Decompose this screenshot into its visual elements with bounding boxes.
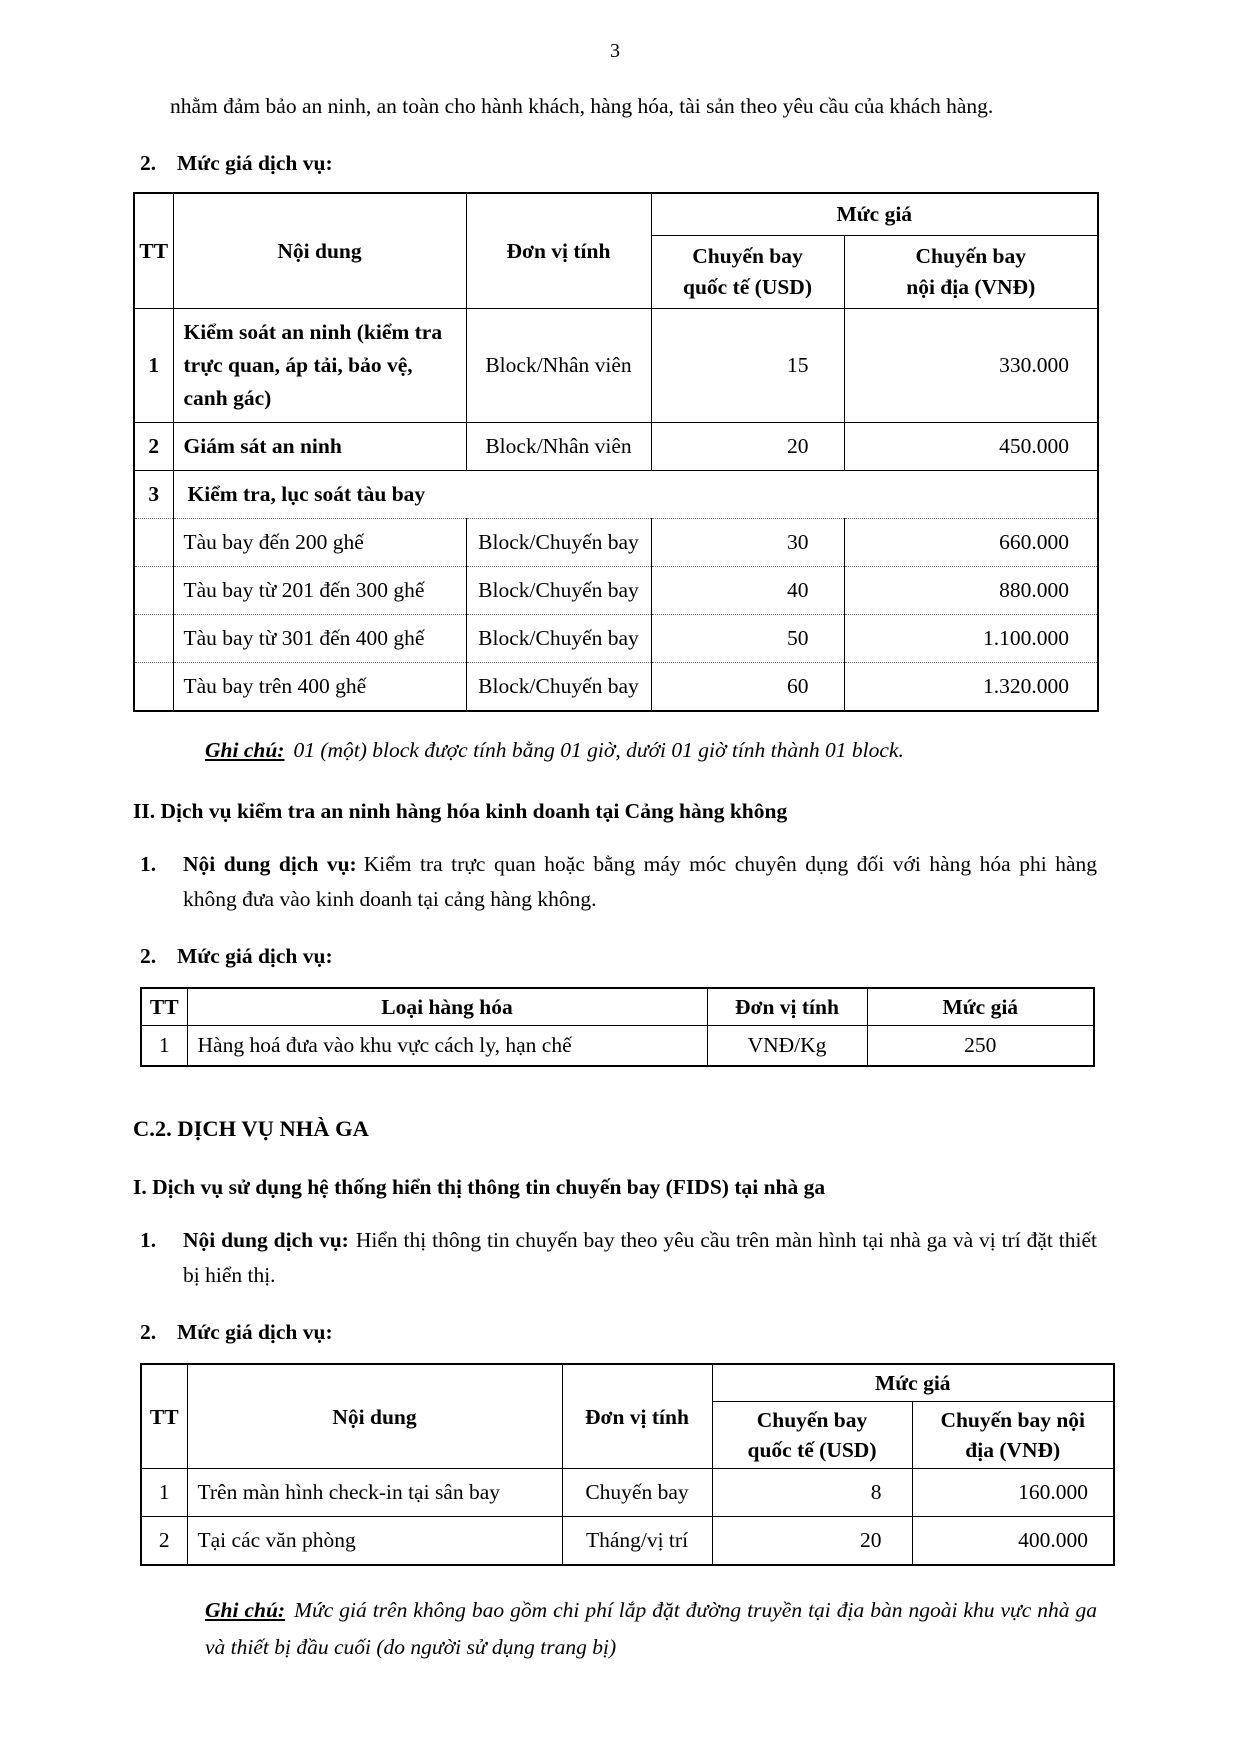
heading-price-list-2: [133, 941, 1097, 971]
cell-tt: [134, 615, 173, 663]
column-header-muc-gia: Mức giá: [712, 1364, 1114, 1402]
cell-don-vi: Block/Nhân viên: [466, 423, 651, 471]
cell-vnd: 660.000: [844, 519, 1098, 567]
table-row: [134, 663, 1098, 712]
column-header-noi-dung: Nội dung: [173, 193, 466, 309]
cell-usd: 20: [712, 1517, 912, 1566]
cell-vnd: 450.000: [844, 423, 1098, 471]
cell-noi-dung: Tại các văn phòng: [187, 1517, 562, 1566]
table-header-row: [141, 1364, 1114, 1402]
cell-usd: 15: [651, 309, 844, 423]
cell-don-vi: Block/Chuyến bay: [466, 567, 651, 615]
cell-noi-dung: Tàu bay từ 301 đến 400 ghế: [173, 615, 466, 663]
cell-don-vi: Tháng/vị trí: [562, 1517, 712, 1566]
list-body: Kiểm tra trực quan hoặc bằng máy móc chuyên dụng đối với hàng hóa phi hàng không đưa vào kinh doanh tại cảng hàng không.: [183, 852, 1097, 911]
column-header-muc-gia: Mức giá: [651, 193, 1098, 236]
cell-vnd: 880.000: [844, 567, 1098, 615]
heading-label: Mức giá dịch vụ:: [177, 151, 333, 175]
list-label: Nội dung dịch vụ:: [183, 1228, 349, 1252]
list-body: Hiển thị thông tin chuyến bay theo yêu cầu trên màn hình tại nhà ga và vị trí đặt thiết bị hiển thị.: [183, 1228, 1097, 1287]
cell-noi-dung: Tàu bay từ 201 đến 300 ghế: [173, 567, 466, 615]
column-header-muc-gia: Mức giá: [867, 988, 1094, 1026]
cell-tt: [134, 567, 173, 615]
column-header-don-vi-tinh: Đơn vị tính: [466, 193, 651, 309]
cell-usd: 20: [651, 423, 844, 471]
table-row: [141, 1517, 1114, 1566]
note-text: Mức giá trên không bao gồm chi phí lắp đặt đường truyền tại địa bàn ngoài khu vực nhà ga và thiết bị đầu cuối (do người sử dụng trang bị): [205, 1598, 1097, 1659]
cell-don-vi: Chuyến bay: [562, 1469, 712, 1517]
table-row: [134, 309, 1098, 423]
section-heading-fids: I. Dịch vụ sử dụng hệ thống hiển thị thông tin chuyến bay (FIDS) tại nhà ga: [133, 1175, 826, 1199]
cell-usd: 30: [651, 519, 844, 567]
cell-don-vi: Block/Chuyến bay: [466, 663, 651, 712]
table-note-block: [205, 732, 1097, 769]
section-heading-nha-ga: C.2. DỊCH VỤ NHÀ GA: [133, 1116, 369, 1141]
section-heading-cargo-security: II. Dịch vụ kiểm tra an ninh hàng hóa kinh doanh tại Cảng hàng không: [133, 799, 788, 823]
cell-noi-dung-span: Kiểm tra, lục soát tàu bay: [173, 471, 1098, 519]
list-number: 1.: [140, 852, 157, 876]
note-label: Ghi chú:: [205, 738, 285, 762]
heading-number: 2.: [140, 944, 157, 968]
table-row: [141, 1469, 1114, 1517]
list-text: [183, 847, 1097, 917]
cell-vnd: 160.000: [912, 1469, 1114, 1517]
list-item-service-content: [133, 847, 1097, 917]
cell-tt: [134, 519, 173, 567]
column-header-quoc-te: Chuyến bay quốc tế (USD): [651, 236, 844, 309]
cell-tt: 2: [141, 1517, 187, 1566]
table-row: [134, 567, 1098, 615]
cell-vnd: 1.100.000: [844, 615, 1098, 663]
cell-usd: 60: [651, 663, 844, 712]
note-label: Ghi chú:: [205, 1598, 286, 1622]
heading-number: 2.: [140, 1320, 157, 1344]
list-item-service-content: [133, 1223, 1097, 1293]
note-text: 01 (một) block được tính bằng 01 giờ, dưới 01 giờ tính thành 01 block.: [293, 738, 904, 762]
page-number: 3: [610, 40, 620, 62]
cell-loai-hang-hoa: Hàng hoá đưa vào khu vực cách ly, hạn chế: [187, 1026, 707, 1067]
table-row: [134, 519, 1098, 567]
security-price-table: [133, 192, 1099, 712]
column-header-noi-dia: Chuyến bay nội địa (VNĐ): [912, 1402, 1114, 1469]
table-header-row: [134, 193, 1098, 236]
cell-noi-dung: Trên màn hình check-in tại sân bay: [187, 1469, 562, 1517]
cell-don-vi: Block/Chuyến bay: [466, 615, 651, 663]
cell-tt: 1: [134, 309, 173, 423]
list-text: [183, 1223, 1097, 1293]
heading-label: Mức giá dịch vụ:: [177, 944, 333, 968]
heading-number: 2.: [140, 151, 157, 175]
cell-noi-dung: Tàu bay đến 200 ghế: [173, 519, 466, 567]
heading-price-list-3: [133, 1317, 1097, 1347]
cell-noi-dung: Kiểm soát an ninh (kiểm tra trực quan, áp tải, bảo vệ, canh gác): [173, 309, 466, 423]
cell-tt: 3: [134, 471, 173, 519]
heading-label: Mức giá dịch vụ:: [177, 1320, 333, 1344]
column-header-tt: TT: [141, 1364, 187, 1469]
column-header-quoc-te: Chuyến bay quốc tế (USD): [712, 1402, 912, 1469]
list-label: Nội dung dịch vụ:: [183, 852, 357, 876]
cell-usd: 8: [712, 1469, 912, 1517]
table-row-group-header: [134, 471, 1098, 519]
cell-tt: 1: [141, 1026, 187, 1067]
fids-price-table: [140, 1363, 1115, 1566]
cell-tt: 1: [141, 1469, 187, 1517]
cell-don-vi: Block/Nhân viên: [466, 309, 651, 423]
table-row: [134, 615, 1098, 663]
cell-vnd: 1.320.000: [844, 663, 1098, 712]
cell-don-vi: VNĐ/Kg: [707, 1026, 867, 1067]
cell-vnd: 400.000: [912, 1517, 1114, 1566]
cell-don-vi: Block/Chuyến bay: [466, 519, 651, 567]
cell-usd: 40: [651, 567, 844, 615]
column-header-don-vi-tinh: Đơn vị tính: [562, 1364, 712, 1469]
cargo-price-table: [140, 987, 1095, 1067]
cell-noi-dung: Giám sát an ninh: [173, 423, 466, 471]
table-row: [141, 1026, 1094, 1067]
cell-usd: 50: [651, 615, 844, 663]
column-header-tt: TT: [134, 193, 173, 309]
intro-paragraph: nhằm đảm bảo an ninh, an toàn cho hành khách, hàng hóa, tài sản theo yêu cầu của khách hàng.: [170, 94, 994, 118]
cell-vnd: 330.000: [844, 309, 1098, 423]
table-note-block: [205, 1592, 1097, 1666]
cell-tt: [134, 663, 173, 712]
table-header-row: [141, 988, 1094, 1026]
column-header-noi-dung: Nội dung: [187, 1364, 562, 1469]
table-row: [134, 423, 1098, 471]
list-number: 1.: [140, 1228, 157, 1252]
cell-tt: 2: [134, 423, 173, 471]
heading-price-list-1: [133, 148, 1097, 178]
column-header-don-vi-tinh: Đơn vị tính: [707, 988, 867, 1026]
cell-muc-gia: 250: [867, 1026, 1094, 1067]
column-header-noi-dia: Chuyến bay nội địa (VNĐ): [844, 236, 1098, 309]
column-header-loai-hang-hoa: Loại hàng hóa: [187, 988, 707, 1026]
cell-noi-dung: Tàu bay trên 400 ghế: [173, 663, 466, 712]
column-header-tt: TT: [141, 988, 187, 1026]
